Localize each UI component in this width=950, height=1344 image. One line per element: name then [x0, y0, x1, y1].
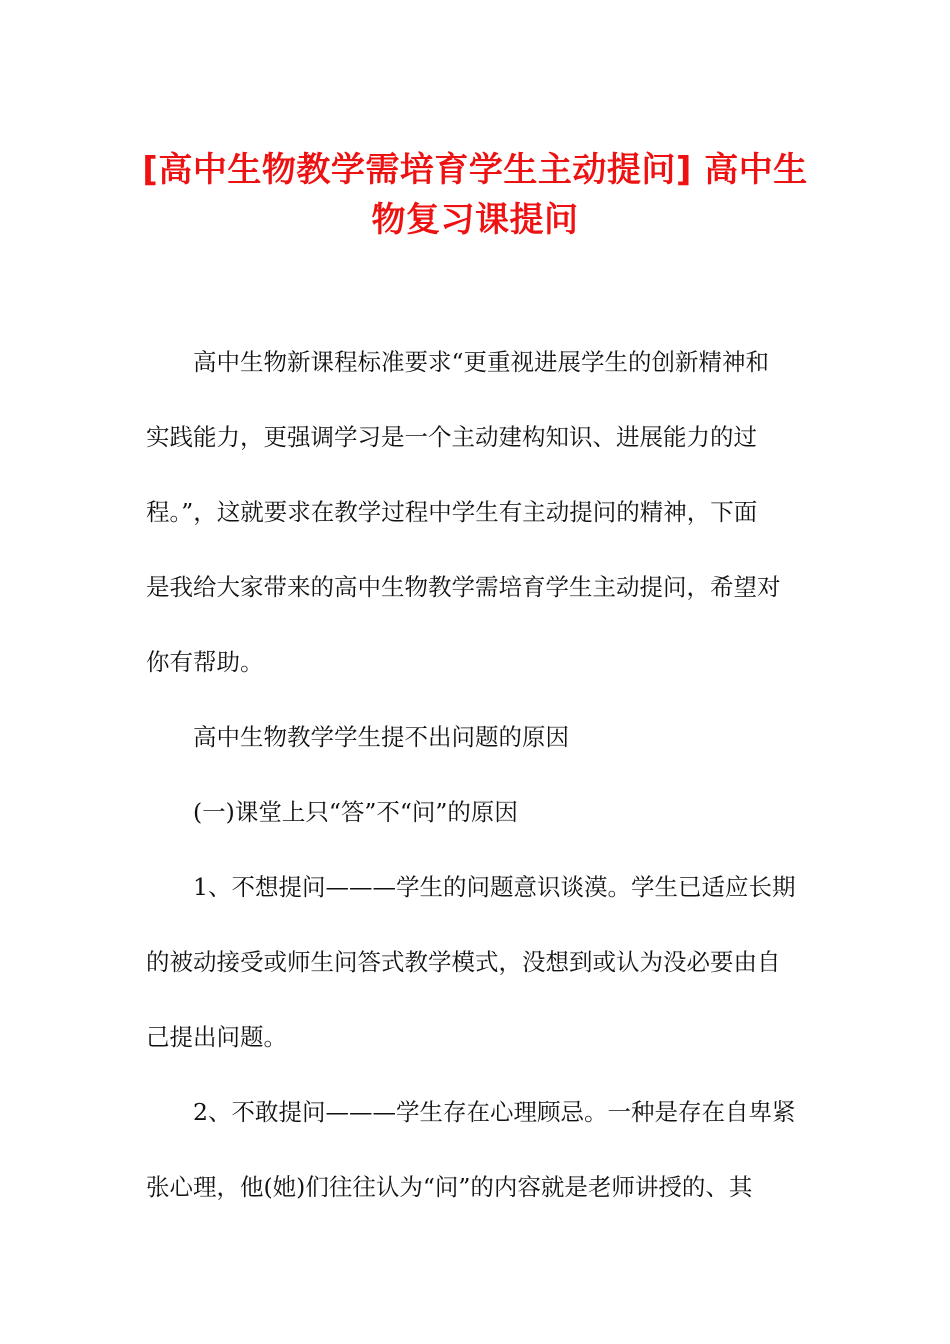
title-line-1: [高中生物教学需培育学生主动提问] 高中生 — [142, 150, 808, 190]
body-line: (一)课堂上只“答”不“问”的原因 — [193, 798, 518, 826]
body-line: 的被动接受或师生问答式教学模式，没想到或认为没必要由自 — [146, 948, 781, 976]
body-line: 实践能力，更强调学习是一个主动建构知识、进展能力的过 — [146, 423, 757, 451]
document-title — [100, 145, 850, 245]
body-line: 2、不敢提问———学生存在心理顾忌。一种是存在自卑紧 — [193, 1098, 796, 1126]
body-line: 程。”，这就要求在教学过程中学生有主动提问的精神，下面 — [146, 498, 758, 526]
title-line-2: 物复习课提问 — [371, 200, 579, 240]
body-line: 张心理，他(她)们往往认为“问”的内容就是老师讲授的、其 — [146, 1173, 753, 1201]
body-line: 1、不想提问———学生的问题意识谈漠。学生已适应长期 — [193, 873, 796, 901]
body-line: 高中生物教学学生提不出问题的原因 — [193, 723, 569, 751]
body-line: 是我给大家带来的高中生物教学需培育学生主动提问，希望对 — [146, 573, 781, 601]
document-body — [146, 325, 806, 1225]
body-line: 高中生物新课程标准要求“更重视进展学生的创新精神和 — [193, 348, 770, 376]
body-line: 己提出问题。 — [146, 1023, 287, 1051]
body-line: 你有帮助。 — [146, 648, 264, 676]
